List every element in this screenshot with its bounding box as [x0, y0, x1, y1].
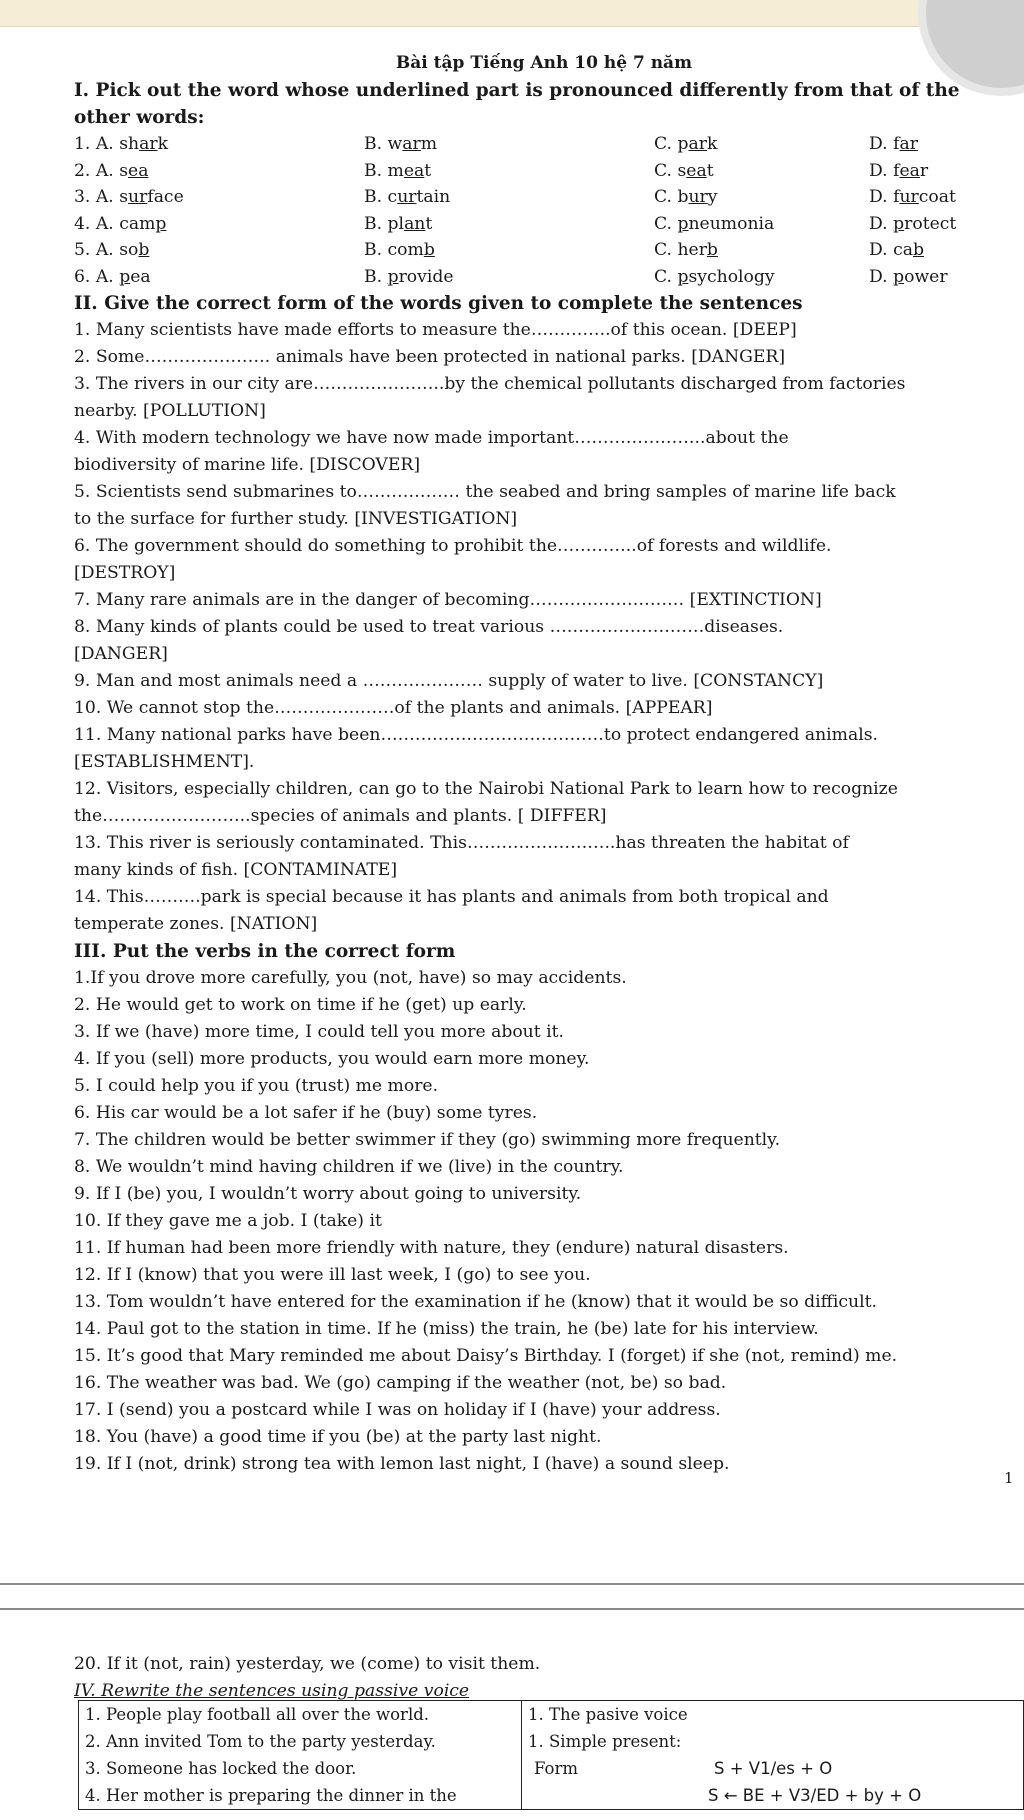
underlined-part: b [138, 240, 150, 260]
exercise-cell [79, 1701, 522, 1810]
verb-form-line: 10. If they gave me a job. I (take) it [74, 1211, 382, 1231]
answer-option [364, 264, 654, 291]
option-text: r [919, 160, 929, 181]
passive-formula: S ← BE + V3/ED + by + O [708, 1786, 922, 1805]
section1-heading-cont: other words: [74, 107, 205, 128]
word-form-line: 6. The government should do something to prohibit the…………..of forests and wildlife. [74, 536, 832, 556]
answer-option [654, 131, 869, 158]
underlined-part: ar [402, 134, 421, 154]
section1-heading: I. Pick out the word whose underlined part is pronounced differently from that of the [74, 80, 960, 101]
option-text: 4. A. cam [74, 213, 156, 234]
word-form-line: [DESTROY] [74, 563, 176, 583]
option-text: 6. A. [74, 266, 120, 287]
answer-option [654, 237, 869, 264]
answer-option [654, 264, 869, 291]
option-text: B. c [364, 187, 398, 207]
underlined-part: ar [139, 134, 158, 154]
document-page-2 [74, 1652, 1014, 1706]
option-text: m [420, 134, 438, 154]
underlined-part: ur [899, 187, 919, 207]
active-formula: S + V1/es + O [714, 1759, 833, 1778]
answer-option [869, 158, 1009, 185]
word-form-line: biodiversity of marine life. [DISCOVER] [74, 455, 421, 475]
answer-option [74, 184, 364, 211]
word-form-line: the……………………..species of animals and plants. [ DIFFER] [74, 806, 607, 826]
question-row [74, 131, 1014, 158]
option-text: ower [904, 266, 948, 287]
option-text: coat [918, 187, 956, 207]
section3-lines [74, 965, 1014, 1478]
option-text: rovide [398, 266, 454, 287]
option-text: y [707, 187, 718, 207]
answer-option [364, 211, 654, 238]
formula-row [528, 1782, 1017, 1809]
underlined-part: p [893, 266, 905, 287]
verb-form-line: 19. If I (not, drink) strong tea with lemon last night, I (have) a sound sleep. [74, 1454, 730, 1474]
answer-option [654, 184, 869, 211]
verb-form-line: 14. Paul got to the station in time. If he (miss) the train, he (be) late for his interview. [74, 1319, 819, 1339]
form-label: Form [534, 1759, 579, 1778]
underlined-part: ea [686, 160, 707, 181]
option-text: 1. A. sh [74, 134, 140, 154]
option-text: neumonia [688, 213, 775, 234]
option-text: D. f [869, 187, 900, 207]
verb-form-line: 11. If human had been more friendly with nature, they (endure) natural disasters. [74, 1238, 789, 1258]
underlined-part: p [893, 213, 905, 234]
word-form-line: nearby. [POLLUTION] [74, 401, 266, 421]
word-form-line: 5. Scientists send submarines to……………… the seabed and bring samples of marine life back [74, 482, 896, 502]
verb-form-line: 18. You (have) a good time if you (be) at the party last night. [74, 1427, 602, 1447]
formula-spacer [528, 1782, 708, 1809]
answer-option [74, 211, 364, 238]
word-form-line: 9. Man and most animals need a ………………… supply of water to live. [CONSTANCY] [74, 671, 824, 691]
option-text: rotect [904, 213, 957, 234]
word-form-line: 2. Some…………………. animals have been protected in national parks. [DANGER] [74, 347, 786, 367]
underlined-part: p [387, 266, 399, 287]
verb-form-line: 5. I could help you if you (trust) me more. [74, 1076, 439, 1096]
top-banner [0, 0, 1024, 27]
answer-option [869, 184, 1009, 211]
option-text: D. f [869, 160, 900, 181]
answer-option [869, 264, 1009, 291]
underlined-part: ea [403, 160, 425, 181]
question-row [74, 158, 1014, 185]
underlined-part: b [706, 240, 718, 260]
option-text: C. [654, 213, 678, 234]
verb-form-line: 2. He would get to work on time if he (get) up early. [74, 995, 527, 1015]
underlined-part: p [119, 266, 131, 287]
option-text: t [425, 213, 433, 234]
option-text: D. ca [869, 240, 913, 260]
option-text: C. b [654, 187, 689, 207]
page-separator-top [0, 1583, 1024, 1585]
answer-option [364, 131, 654, 158]
option-text: B. [364, 266, 388, 287]
option-text: k [157, 134, 168, 154]
word-form-line: [DANGER] [74, 644, 168, 664]
answer-option [654, 211, 869, 238]
answer-option [654, 158, 869, 185]
verb-form-line: 17. I (send) you a postcard while I was on holiday if I (have) your address. [74, 1400, 721, 1420]
underlined-part: ur [397, 187, 417, 207]
verb-form-line: 3. If we (have) more time, I could tell you more about it. [74, 1022, 564, 1042]
underlined-part: ar [688, 134, 707, 154]
section1-questions [74, 131, 1014, 290]
section3-heading: III. Put the verbs in the correct form [74, 941, 456, 962]
word-form-line: 3. The rivers in our city are…………………..by the chemical pollutants discharged from factories [74, 374, 906, 394]
word-form-line: to the surface for further study. [INVESTIGATION] [74, 509, 518, 529]
answer-option [364, 158, 654, 185]
section2-heading: II. Give the correct form of the words given to complete the sentences [74, 293, 803, 314]
option-text: B. com [364, 240, 424, 260]
verb-form-line: 8. We wouldn’t mind having children if we (live) in the country. [74, 1157, 624, 1177]
option-text: D. f [869, 134, 900, 154]
option-text: C. her [654, 240, 707, 260]
answer-option [869, 131, 1009, 158]
word-form-line: temperate zones. [NATION] [74, 914, 318, 934]
verb-form-line: 12. If I (know) that you were ill last week, I (go) to see you. [74, 1265, 591, 1285]
section3-line-20: 20. If it (not, rain) yesterday, we (come) to visit them. [74, 1654, 541, 1674]
underlined-part: ea [899, 160, 920, 181]
underlined-part: ea [128, 160, 149, 181]
answer-option [74, 131, 364, 158]
page-number: 1 [1004, 1469, 1014, 1487]
formula-row [528, 1755, 1017, 1782]
option-text: ea [130, 266, 151, 287]
option-text: 3. A. s [74, 187, 129, 207]
underlined-part: ur [128, 187, 148, 207]
underlined-part: p [677, 213, 689, 234]
underlined-part: p [155, 213, 167, 234]
word-form-line: 12. Visitors, especially children, can go to the Nairobi National Park to learn how to recognize [74, 779, 898, 799]
option-text: C. [654, 266, 678, 287]
question-row [74, 211, 1014, 238]
answer-option [364, 237, 654, 264]
question-row [74, 264, 1014, 291]
exercise-sentence: 2. Ann invited Tom to the party yesterday. [85, 1732, 436, 1751]
word-form-line: 11. Many national parks have been…………………………………to protect endangered animals. [74, 725, 878, 745]
grammar-title: 1. The pasive voice [528, 1705, 688, 1724]
option-text: C. s [654, 160, 687, 181]
exercise-sentence: 3. Someone has locked the door. [85, 1759, 357, 1778]
page-separator-bottom [0, 1608, 1024, 1610]
verb-form-line: 1.If you drove more carefully, you (not, have) so may accidents. [74, 968, 627, 988]
passive-voice-table [78, 1700, 1024, 1810]
verb-form-line: 16. The weather was bad. We (go) camping if the weather (not, be) so bad. [74, 1373, 727, 1393]
answer-option [869, 237, 1009, 264]
underlined-part: p [677, 266, 689, 287]
word-form-line: 1. Many scientists have made efforts to measure the…………..of this ocean. [DEEP] [74, 320, 797, 340]
option-text: D. [869, 266, 894, 287]
underlined-part: b [912, 240, 924, 260]
section2-lines [74, 317, 1014, 938]
underlined-part: an [404, 213, 426, 234]
answer-option [869, 211, 1009, 238]
word-form-line: 8. Many kinds of plants could be used to treat various ………………………diseases. [74, 617, 784, 637]
question-row [74, 237, 1014, 264]
grammar-subtitle: 1. Simple present: [528, 1732, 682, 1751]
underlined-part: ur [688, 187, 708, 207]
option-text: t [706, 160, 714, 181]
section4-heading: IV. Rewrite the sentences using passive voice [74, 1681, 470, 1701]
option-text: face [147, 187, 184, 207]
answer-option [74, 264, 364, 291]
option-text: 2. A. s [74, 160, 129, 181]
option-text: 5. A. so [74, 240, 139, 260]
word-form-line: many kinds of fish. [CONTAMINATE] [74, 860, 398, 880]
grammar-notes-cell [522, 1701, 1024, 1810]
option-text: B. pl [364, 213, 405, 234]
word-form-line: 10. We cannot stop the…………………of the plants and animals. [APPEAR] [74, 698, 713, 718]
question-row [74, 184, 1014, 211]
word-form-line: 14. This……….park is special because it has plants and animals from both tropical and [74, 887, 829, 907]
word-form-line: 7. Many rare animals are in the danger of becoming……………………… [EXTINCTION] [74, 590, 822, 610]
word-form-line: 13. This river is seriously contaminated. This……………………..has threaten the habitat of [74, 833, 849, 853]
option-text: k [706, 134, 718, 154]
exercise-sentence: 1. People play football all over the world. [85, 1705, 430, 1724]
option-text: sychology [688, 266, 775, 287]
verb-form-line: 6. His car would be a lot safer if he (buy) some tyres. [74, 1103, 538, 1123]
answer-option [74, 237, 364, 264]
option-text: t [424, 160, 432, 181]
verb-form-line: 4. If you (sell) more products, you would earn more money. [74, 1049, 590, 1069]
underlined-part: ar [899, 134, 918, 154]
word-form-line: [ESTABLISHMENT]. [74, 752, 255, 772]
document-page-1 [74, 50, 1014, 1478]
exercise-sentence: 4. Her mother is preparing the dinner in the [85, 1786, 457, 1805]
answer-option [74, 158, 364, 185]
answer-option [364, 184, 654, 211]
verb-form-line: 7. The children would be better swimmer if they (go) swimming more frequently. [74, 1130, 781, 1150]
verb-form-line: 15. It’s good that Mary reminded me about Daisy’s Birthday. I (forget) if she (not, remind) me. [74, 1346, 898, 1366]
option-text: C. p [654, 134, 689, 154]
underlined-part: b [423, 240, 435, 260]
verb-form-line: 13. Tom wouldn’t have entered for the examination if he (know) that it would be so difficult. [74, 1292, 877, 1312]
word-form-line: 4. With modern technology we have now made important…………………..about the [74, 428, 789, 448]
document-title: Bài tập Tiếng Anh 10 hệ 7 năm [395, 53, 693, 73]
option-text: B. w [364, 134, 403, 154]
verb-form-line: 9. If I (be) you, I wouldn’t worry about going to university. [74, 1184, 582, 1204]
option-text: B. m [364, 160, 404, 181]
option-text: tain [416, 187, 451, 207]
option-text: D. [869, 213, 894, 234]
